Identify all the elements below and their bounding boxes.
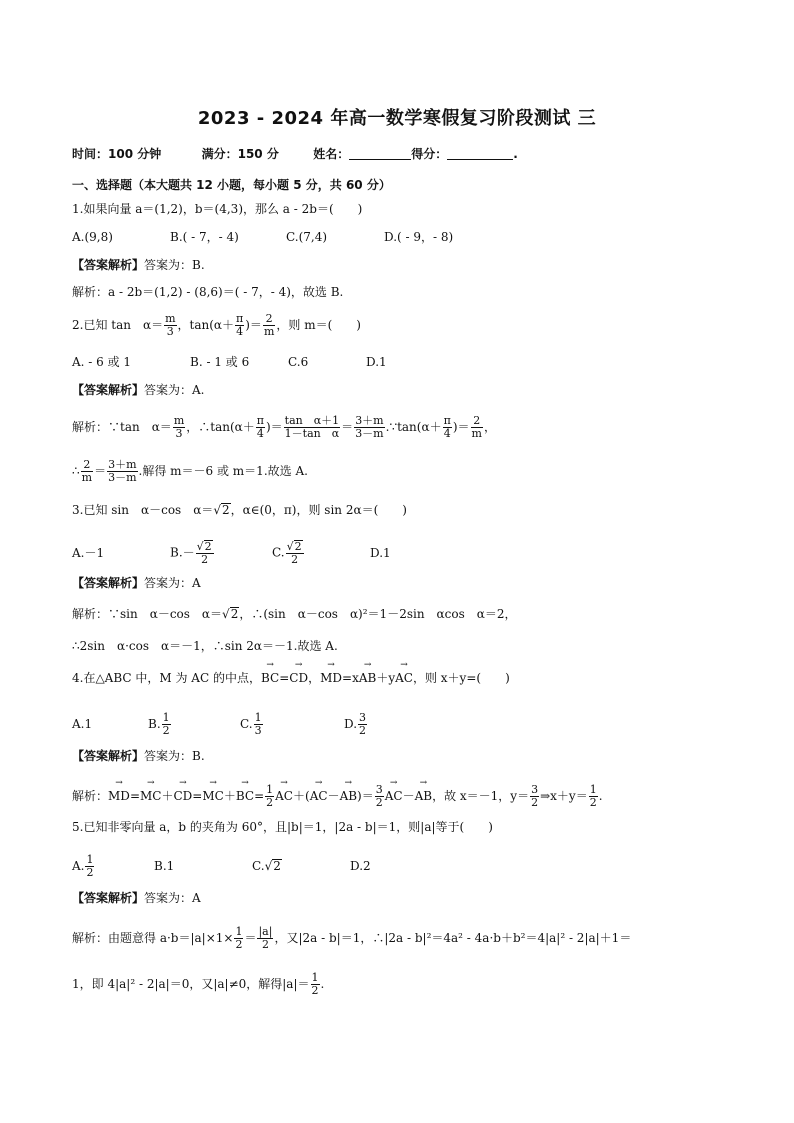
q5-option-b: B.1 (154, 859, 175, 873)
fraction: $\frac{2}{m}$ (263, 312, 275, 338)
answer-tag: 【答案解析】 (72, 383, 145, 397)
question-5-stem: 5.已知非零向量 a，b 的夹角为 60°，且|b|＝1，|2a - b|＝1，则|a|等于( ) (72, 820, 493, 834)
question-4-options (72, 712, 368, 737)
question-3-stem: 3.已知 sin α－cos α＝√2，α∈(0，π)，则 sin 2α＝( ) (72, 503, 407, 517)
fraction: $\frac{3+m}{3-m}$ (355, 414, 384, 440)
question-3-options (72, 540, 391, 566)
q4-option-a: A.1 (72, 717, 93, 731)
sqrt: 2 (221, 503, 230, 517)
fraction: $\frac{3+m}{3-m}$ (108, 458, 137, 484)
question-1-options (72, 230, 453, 244)
grade-label: 得分： (411, 147, 448, 161)
q5-option-d: D.2 (350, 859, 371, 873)
score-label: 满分：150 分 (201, 147, 279, 161)
q1-answer (72, 258, 205, 272)
q4-solution: 解析：→ MD=→ MC＋→ CD=→ MC＋→ BC= $\frac{1}{2}$ → AC＋(→ AC－→ AB)＝ $\frac{3}{2}$ → AC－→ AB，故 x＝－1，y＝ $\frac{3}{2}$ ⇒x＋y＝ $\frac{1}{2}$ . (72, 784, 603, 809)
q5-answer (72, 891, 201, 905)
answer-tag: 【答案解析】 (72, 258, 145, 272)
q3-answer-text: 答案为：A (144, 576, 201, 590)
q3-option-b: B.－ $\frac{√2}{2}$ (170, 540, 212, 566)
q2-solution-line-2: ∴ $\frac{2}{m}$ ＝ $\frac{3+m}{3-m}$ .解得 m＝－6 或 m＝1.故选 A. (72, 458, 308, 484)
q5-solution-line-2: 1，即 4|a|² - 2|a|＝0，又|a|≠0，解得|a|＝ $\frac{1}{2}$ . (72, 971, 325, 997)
section-heading: 一、选择题（本大题共 12 小题，每小题 5 分，共 60 分） (72, 178, 391, 192)
q4-option-d: D. $\frac{3}{2}$ (344, 711, 367, 737)
q1-option-b: B.( - 7，- 4) (170, 230, 239, 244)
q2-answer (72, 383, 205, 397)
q2-option-a: A. - 6 或 1 (72, 355, 132, 369)
q1-option-d: D.( - 9，- 8) (384, 230, 454, 244)
q4-option-b: B. $\frac{1}{2}$ (148, 711, 170, 737)
fraction: $\frac{m}{3}$ (165, 312, 176, 338)
q2-answer-text: 答案为：A. (144, 383, 205, 397)
q3-solution-line-1: 解析：∵sin α－cos α＝√2，∴(sin α－cos α)²＝1－2sin αcos α＝2， (72, 607, 517, 621)
time-label: 时间：100 分钟 (72, 147, 162, 161)
answer-tag: 【答案解析】 (72, 576, 145, 590)
q5-option-c: C.√2 (252, 859, 281, 873)
q5-answer-text: 答案为：A (144, 891, 201, 905)
fraction: $\frac{\pi}{4}$ (236, 312, 244, 338)
q3-option-c: C. $\frac{√2}{2}$ (272, 540, 302, 566)
q2-option-c: C.6 (288, 355, 309, 369)
q1-option-c: C.(7,4) (286, 230, 328, 244)
question-2-stem: 2.已知 tan α＝ $\frac{m}{3}$ ，tan(α＋ $\frac{\pi}{4}$ )＝ $\frac{2}{m}$ ，则 m＝( ) (72, 312, 361, 338)
fraction: $\frac{2}{m}$ (471, 414, 482, 440)
q3-option-a: A.－1 (72, 545, 105, 560)
q2-option-b: B. - 1 或 6 (190, 355, 250, 369)
question-2-options (72, 355, 387, 369)
q4-answer (72, 749, 205, 763)
q5-solution-line-1: 解析：由题意得 a·b＝|a|×1× $\frac{1}{2}$ ＝ $\frac{|a|}{2}$ ，又|2a - b|＝1，∴|2a - b|²＝4a² - 4a·b＋b²＝4|a|² - 2|a|＋1＝ (72, 925, 632, 951)
fraction: $\frac{2}{m}$ (81, 458, 93, 484)
q5-option-a: A. $\frac{1}{2}$ (72, 853, 94, 879)
fraction: $\frac{\pi}{4}$ (256, 414, 264, 440)
fraction: $\frac{\pi}{4}$ (443, 414, 451, 440)
q3-solution-line-2: ∴2sin α·cos α＝－1，∴sin 2α＝－1.故选 A. (72, 639, 338, 653)
q1-option-a: A.(9,8) (72, 230, 113, 244)
q3-option-d: D.1 (370, 545, 391, 560)
period: . (513, 147, 518, 161)
q1-solution: 解析：a - 2b＝(1,2) - (8,6)＝( - 7，- 4)，故选 B. (72, 285, 344, 299)
exam-header (72, 147, 518, 161)
question-5-options (72, 854, 371, 879)
question-1-stem: 1.如果向量 a＝(1,2)，b＝(4,3)，那么 a - 2b＝( ) (72, 202, 363, 216)
fraction: $\frac{m}{3}$ (173, 414, 185, 440)
answer-tag: 【答案解析】 (72, 891, 145, 905)
q2-solution-line-1: 解析：∵tan α＝ $\frac{m}{3}$ ，∴tan(α＋ $\frac{\pi}{4}$ )＝ $\frac{\text{tan α＋1}}{\text{1－tan α}}$ ＝ $\frac{3+m}{3-m}$ .∵tan(α＋ $\frac{\pi}{4}$ )＝ $\frac{2}{m}$ ， (72, 414, 496, 440)
q2-option-d: D.1 (366, 355, 387, 369)
q4-answer-text: 答案为：B. (144, 749, 205, 763)
name-blank[interactable] (349, 147, 411, 160)
answer-tag: 【答案解析】 (72, 749, 145, 763)
fraction: $\frac{\text{tan α＋1}}{\text{1－tan α}}$ (284, 414, 340, 440)
name-label: 姓名： (313, 147, 350, 161)
q4-option-c: C. $\frac{1}{3}$ (240, 711, 262, 737)
page-title: 2023 - 2024 年高一数学寒假复习阶段测试 三 (197, 108, 597, 129)
q3-answer (72, 576, 201, 590)
question-4-stem: 4.在△ABC 中，M 为 AC 的中点，→ BC=→ CD，→ MD=x→ AB＋y→ AC，则 x＋y=( ) (72, 671, 510, 685)
q1-answer-text: 答案为：B. (144, 258, 205, 272)
grade-blank[interactable] (447, 147, 513, 160)
